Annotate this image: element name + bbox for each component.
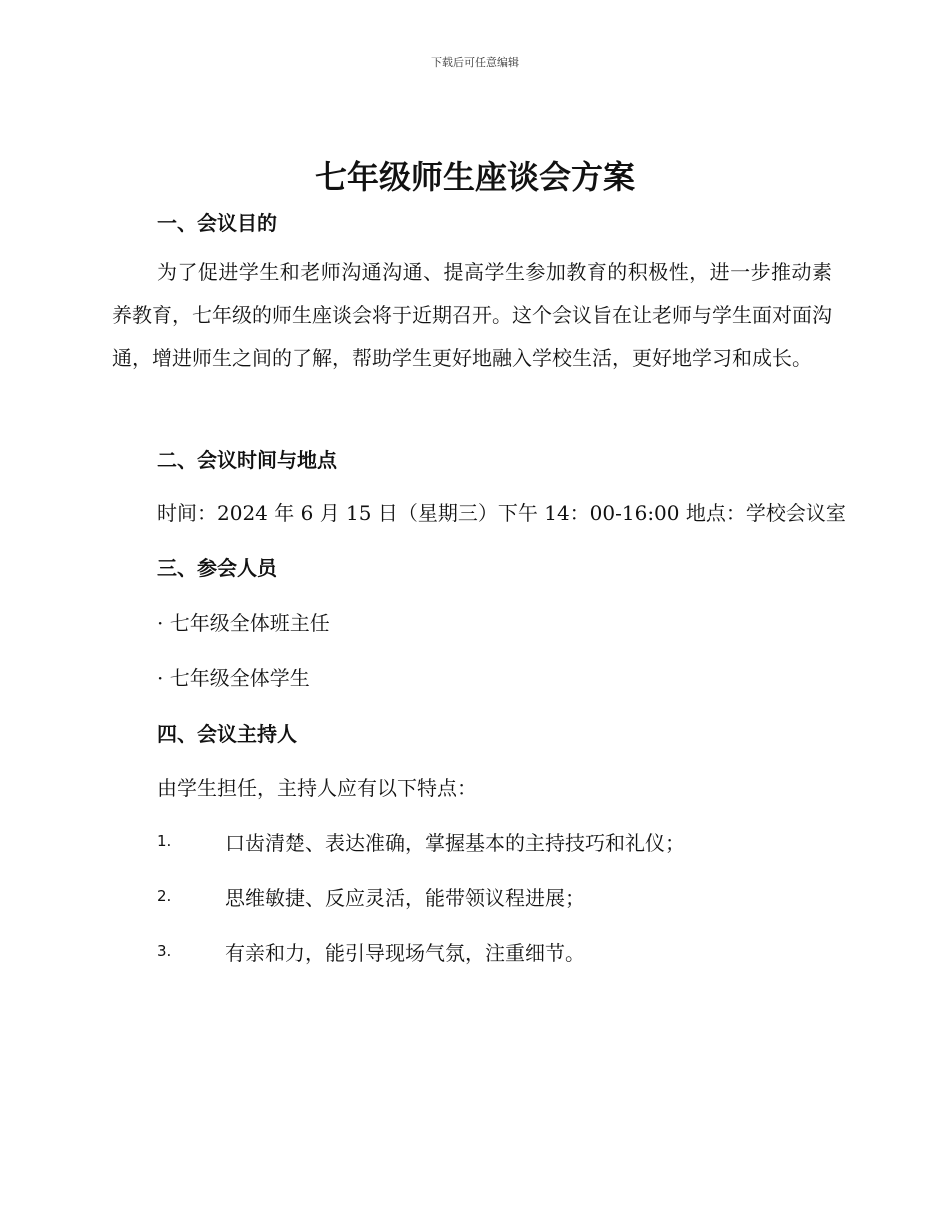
attendee-item: · 七年级全体学生 (157, 666, 310, 690)
list-item-text: 口齿清楚、表达准确，掌握基本的主持技巧和礼仪； (225, 831, 685, 855)
list-item-number: 3. (157, 942, 172, 960)
section-body-time-place: 时间：2024 年 6 月 15 日（星期三）下午 14：00-16:00 地点：学校会议室 (157, 501, 846, 525)
attendee-item: · 七年级全体班主任 (157, 611, 330, 635)
section-heading-time-place: 二、会议时间与地点 (157, 448, 337, 472)
list-item-text: 思维敏捷、反应灵活，能带领议程进展； (225, 886, 585, 910)
host-intro: 由学生担任，主持人应有以下特点： (157, 776, 477, 800)
list-item-text: 有亲和力，能引导现场气氛，注重细节。 (225, 941, 585, 965)
section-heading-purpose: 一、会议目的 (157, 211, 277, 235)
section-body-purpose: 为了促进学生和老师沟通沟通、提高学生参加教育的积极性，进一步推动素养教育，七年级的师生座谈会将于近期召开。这个会议旨在让老师与学生面对面沟通，增进师生之间的了解，帮助学生更好地融入学校生活，更好地学习和成长。 (112, 260, 832, 370)
list-item-number: 1. (157, 832, 172, 850)
header-note: 下载后可任意编辑 (431, 56, 519, 69)
list-item-number: 2. (157, 887, 172, 905)
document-title: 七年级师生座谈会方案 (314, 158, 635, 196)
section-heading-host: 四、会议主持人 (157, 722, 297, 746)
section-heading-attendees: 三、参会人员 (157, 556, 277, 580)
